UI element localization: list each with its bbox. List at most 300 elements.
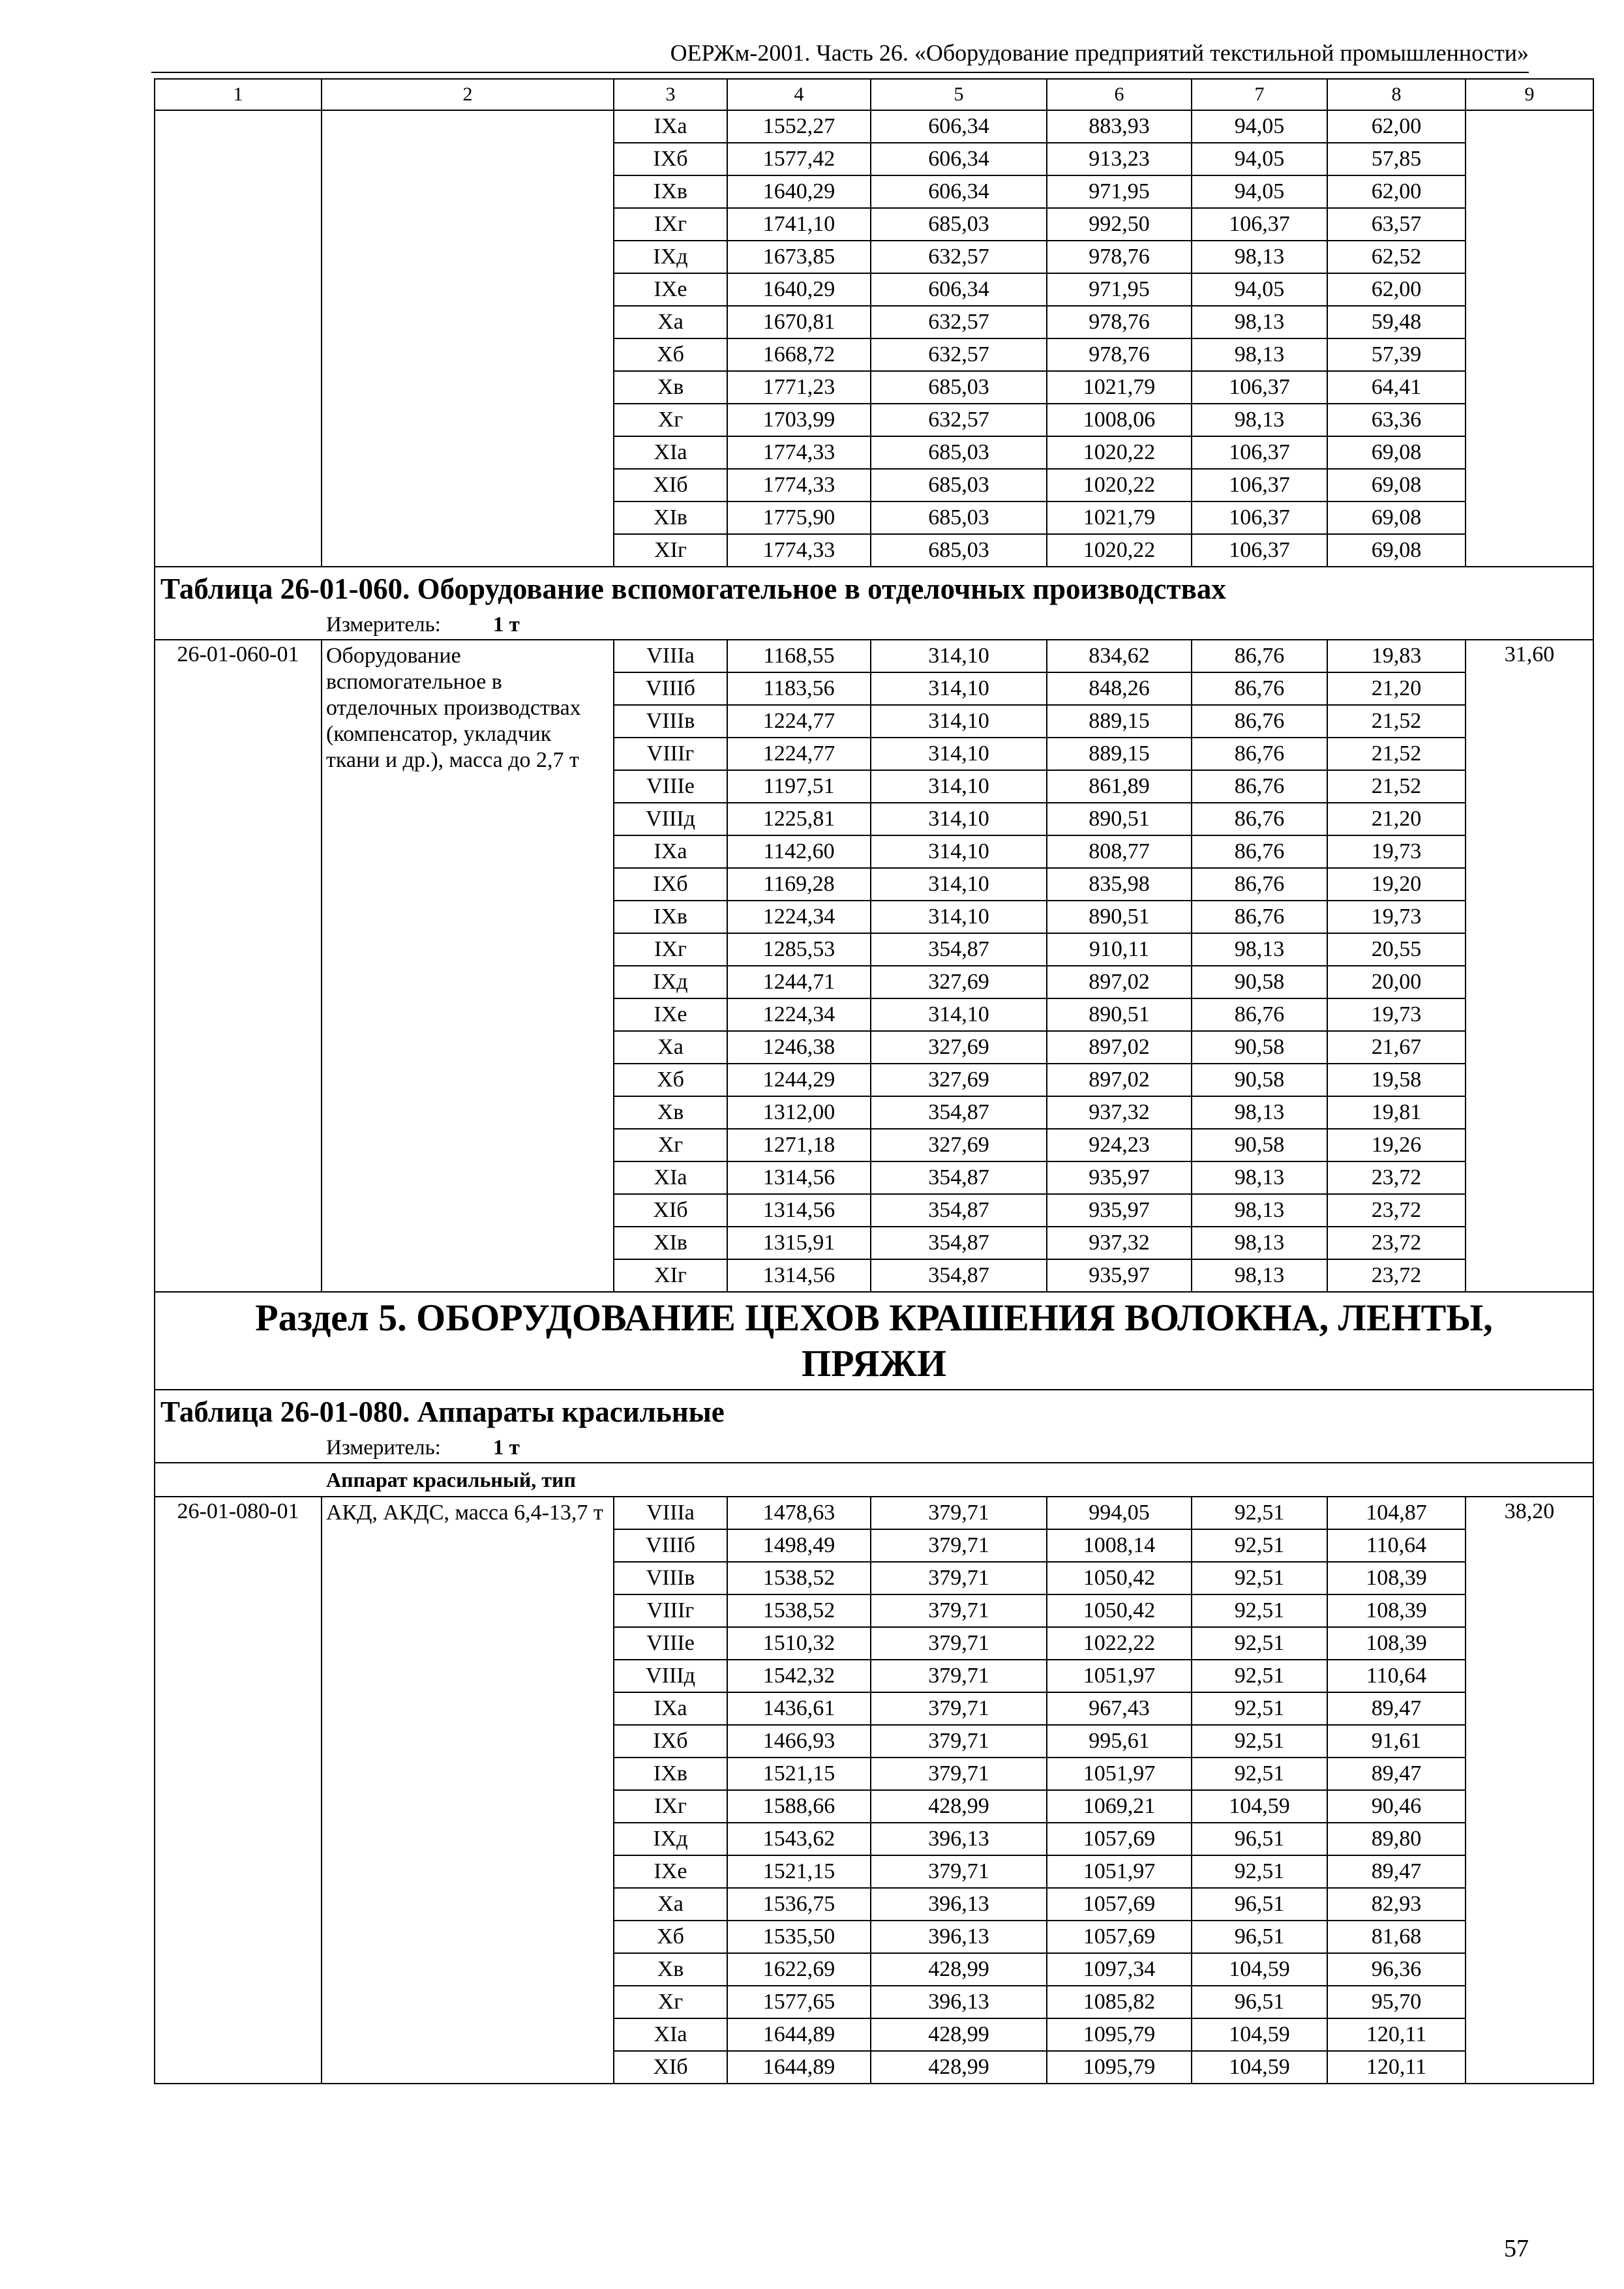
equipment-cost-cell: 848,26 <box>1047 672 1192 705</box>
wages-cell: 685,03 <box>871 534 1047 567</box>
materials-cell: 110,64 <box>1327 1529 1466 1562</box>
column-number: 7 <box>1192 79 1327 110</box>
wages-cell: 632,57 <box>871 338 1047 371</box>
equipment-cost-cell: 924,23 <box>1047 1129 1192 1161</box>
equipment-cost-cell: 994,05 <box>1047 1497 1192 1529</box>
region-cell: XIг <box>614 534 727 567</box>
equipment-cost-cell: 967,43 <box>1047 1692 1192 1725</box>
region-cell: VIIIг <box>614 738 727 770</box>
machinist-wages-cell: 98,13 <box>1192 306 1327 338</box>
materials-cell: 20,55 <box>1327 933 1466 966</box>
total-cost-cell: 1538,52 <box>727 1594 871 1627</box>
equipment-cost-cell: 883,93 <box>1047 110 1192 143</box>
wages-cell: 396,13 <box>871 1986 1047 2018</box>
total-cost-cell: 1774,33 <box>727 469 871 501</box>
wages-cell: 428,99 <box>871 1953 1047 1986</box>
table-row <box>155 640 1593 672</box>
total-cost-cell: 1543,62 <box>727 1823 871 1855</box>
equipment-cost-cell: 1085,82 <box>1047 1986 1192 2018</box>
equipment-cost-cell: 1051,97 <box>1047 1660 1192 1692</box>
equipment-cost-cell: 835,98 <box>1047 868 1192 901</box>
machinist-wages-cell: 86,76 <box>1192 803 1327 835</box>
machinist-wages-cell: 86,76 <box>1192 672 1327 705</box>
col9-cell: 38,20 <box>1466 1497 1593 2084</box>
materials-cell: 19,73 <box>1327 901 1466 933</box>
region-cell: VIIIб <box>614 1529 727 1562</box>
equipment-cost-cell: 937,32 <box>1047 1096 1192 1129</box>
materials-cell: 82,93 <box>1327 1888 1466 1921</box>
total-cost-cell: 1552,27 <box>727 110 871 143</box>
region-cell: Xа <box>614 1888 727 1921</box>
machinist-wages-cell: 86,76 <box>1192 868 1327 901</box>
region-cell: XIг <box>614 1259 727 1292</box>
header-rule <box>151 72 1529 73</box>
equipment-cost-cell: 1020,22 <box>1047 534 1192 567</box>
total-cost-cell: 1224,77 <box>727 705 871 738</box>
wages-cell: 606,34 <box>871 273 1047 306</box>
machinist-wages-cell: 90,58 <box>1192 1031 1327 1064</box>
materials-cell: 23,72 <box>1327 1161 1466 1194</box>
total-cost-cell: 1774,33 <box>727 436 871 469</box>
wages-cell: 327,69 <box>871 1064 1047 1096</box>
total-cost-cell: 1535,50 <box>727 1921 871 1953</box>
region-cell: XIв <box>614 501 727 534</box>
equipment-cost-cell: 978,76 <box>1047 338 1192 371</box>
wages-cell: 379,71 <box>871 1562 1047 1594</box>
total-cost-cell: 1246,38 <box>727 1031 871 1064</box>
machinist-wages-cell: 92,51 <box>1192 1692 1327 1725</box>
total-cost-cell: 1577,42 <box>727 143 871 175</box>
equipment-cost-cell: 935,97 <box>1047 1161 1192 1194</box>
materials-cell: 21,20 <box>1327 803 1466 835</box>
total-cost-cell: 1498,49 <box>727 1529 871 1562</box>
equipment-cost-cell: 861,89 <box>1047 770 1192 803</box>
total-cost-cell: 1521,15 <box>727 1758 871 1790</box>
region-cell: Xа <box>614 1031 727 1064</box>
wages-cell: 632,57 <box>871 241 1047 273</box>
column-number: 2 <box>322 79 614 110</box>
wages-cell: 396,13 <box>871 1888 1047 1921</box>
region-cell: VIIIд <box>614 1660 727 1692</box>
region-cell: IXб <box>614 868 727 901</box>
wages-cell: 379,71 <box>871 1529 1047 1562</box>
total-cost-cell: 1577,65 <box>727 1986 871 2018</box>
machinist-wages-cell: 106,37 <box>1192 501 1327 534</box>
materials-cell: 20,00 <box>1327 966 1466 998</box>
machinist-wages-cell: 96,51 <box>1192 1986 1327 2018</box>
region-cell: XIб <box>614 469 727 501</box>
machinist-wages-cell: 92,51 <box>1192 1497 1327 1529</box>
machinist-wages-cell: 96,51 <box>1192 1921 1327 1953</box>
region-cell: IXв <box>614 901 727 933</box>
measure-value: 1 т <box>492 612 520 636</box>
materials-cell: 91,61 <box>1327 1725 1466 1758</box>
equipment-cost-cell: 1021,79 <box>1047 371 1192 404</box>
machinist-wages-cell: 86,76 <box>1192 998 1327 1031</box>
total-cost-cell: 1478,63 <box>727 1497 871 1529</box>
machinist-wages-cell: 92,51 <box>1192 1627 1327 1660</box>
table-title-row <box>155 567 1593 610</box>
table-row <box>155 1497 1593 1529</box>
code-cell: 26-01-080-01 <box>155 1497 322 2084</box>
column-number: 9 <box>1466 79 1593 110</box>
total-cost-cell: 1142,60 <box>727 835 871 868</box>
machinist-wages-cell: 104,59 <box>1192 2051 1327 2084</box>
total-cost-cell: 1668,72 <box>727 338 871 371</box>
total-cost-cell: 1244,71 <box>727 966 871 998</box>
total-cost-cell: 1224,34 <box>727 901 871 933</box>
materials-cell: 120,11 <box>1327 2018 1466 2051</box>
machinist-wages-cell: 98,13 <box>1192 404 1327 436</box>
equipment-cost-cell: 890,51 <box>1047 901 1192 933</box>
wages-cell: 379,71 <box>871 1725 1047 1758</box>
materials-cell: 95,70 <box>1327 1986 1466 2018</box>
materials-cell: 57,39 <box>1327 338 1466 371</box>
wages-cell: 428,99 <box>871 1790 1047 1823</box>
region-cell: XIа <box>614 1161 727 1194</box>
region-cell: IXв <box>614 175 727 208</box>
machinist-wages-cell: 86,76 <box>1192 640 1327 672</box>
total-cost-cell: 1314,56 <box>727 1194 871 1227</box>
total-cost-cell: 1314,56 <box>727 1259 871 1292</box>
materials-cell: 62,00 <box>1327 273 1466 306</box>
wages-cell: 606,34 <box>871 110 1047 143</box>
equipment-cost-cell: 1020,22 <box>1047 469 1192 501</box>
col9-cell: 31,60 <box>1466 640 1593 1292</box>
wages-cell: 379,71 <box>871 1758 1047 1790</box>
equipment-cost-cell: 1057,69 <box>1047 1888 1192 1921</box>
region-cell: IXб <box>614 143 727 175</box>
materials-cell: 62,00 <box>1327 175 1466 208</box>
wages-cell: 632,57 <box>871 306 1047 338</box>
machinist-wages-cell: 98,13 <box>1192 1259 1327 1292</box>
total-cost-cell: 1741,10 <box>727 208 871 241</box>
total-cost-cell: 1271,18 <box>727 1129 871 1161</box>
region-cell: Xб <box>614 338 727 371</box>
total-cost-cell: 1774,33 <box>727 534 871 567</box>
region-cell: IXг <box>614 933 727 966</box>
wages-cell: 354,87 <box>871 1096 1047 1129</box>
equipment-cost-cell: 913,23 <box>1047 143 1192 175</box>
total-cost-cell: 1244,29 <box>727 1064 871 1096</box>
wages-cell: 354,87 <box>871 1161 1047 1194</box>
materials-cell: 19,20 <box>1327 868 1466 901</box>
materials-cell: 90,46 <box>1327 1790 1466 1823</box>
materials-cell: 21,20 <box>1327 672 1466 705</box>
equipment-cost-cell: 897,02 <box>1047 1031 1192 1064</box>
column-numbers-row <box>155 79 1593 110</box>
total-cost-cell: 1771,23 <box>727 371 871 404</box>
equipment-cost-cell: 889,15 <box>1047 705 1192 738</box>
equipment-cost-cell: 1095,79 <box>1047 2018 1192 2051</box>
materials-cell: 89,47 <box>1327 1758 1466 1790</box>
region-cell: IXг <box>614 1790 727 1823</box>
machinist-wages-cell: 94,05 <box>1192 175 1327 208</box>
machinist-wages-cell: 92,51 <box>1192 1725 1327 1758</box>
materials-cell: 104,87 <box>1327 1497 1466 1529</box>
equipment-cost-cell: 1057,69 <box>1047 1921 1192 1953</box>
region-cell: IXд <box>614 966 727 998</box>
table-body <box>155 79 1593 2084</box>
wages-cell: 428,99 <box>871 2051 1047 2084</box>
region-cell: Xв <box>614 1953 727 1986</box>
materials-cell: 89,47 <box>1327 1855 1466 1888</box>
machinist-wages-cell: 90,58 <box>1192 966 1327 998</box>
total-cost-cell: 1168,55 <box>727 640 871 672</box>
region-cell: IXд <box>614 241 727 273</box>
machinist-wages-cell: 104,59 <box>1192 1953 1327 1986</box>
machinist-wages-cell: 86,76 <box>1192 901 1327 933</box>
wages-cell: 354,87 <box>871 1259 1047 1292</box>
materials-cell: 89,47 <box>1327 1692 1466 1725</box>
code-cell: 26-01-060-01 <box>155 640 322 1292</box>
region-cell: IXе <box>614 998 727 1031</box>
materials-cell: 108,39 <box>1327 1594 1466 1627</box>
measure-label: Измеритель: <box>326 612 441 636</box>
materials-cell: 59,48 <box>1327 306 1466 338</box>
materials-cell: 21,52 <box>1327 738 1466 770</box>
region-cell: VIIIв <box>614 705 727 738</box>
equipment-cost-cell: 995,61 <box>1047 1725 1192 1758</box>
wages-cell: 379,71 <box>871 1692 1047 1725</box>
machinist-wages-cell: 90,58 <box>1192 1064 1327 1096</box>
column-number: 5 <box>871 79 1047 110</box>
wages-cell: 379,71 <box>871 1855 1047 1888</box>
equipment-cost-cell: 834,62 <box>1047 640 1192 672</box>
machinist-wages-cell: 92,51 <box>1192 1562 1327 1594</box>
materials-cell: 64,41 <box>1327 371 1466 404</box>
materials-cell: 110,64 <box>1327 1660 1466 1692</box>
wages-cell: 314,10 <box>871 868 1047 901</box>
measure-row <box>155 1433 1593 1463</box>
wages-cell: 314,10 <box>871 672 1047 705</box>
equipment-cost-cell: 890,51 <box>1047 803 1192 835</box>
wages-cell: 632,57 <box>871 404 1047 436</box>
wages-cell: 685,03 <box>871 208 1047 241</box>
materials-cell: 57,85 <box>1327 143 1466 175</box>
materials-cell: 63,57 <box>1327 208 1466 241</box>
wages-cell: 685,03 <box>871 371 1047 404</box>
total-cost-cell: 1588,66 <box>727 1790 871 1823</box>
materials-cell: 19,83 <box>1327 640 1466 672</box>
region-cell: VIIIв <box>614 1562 727 1594</box>
measure-row <box>155 610 1593 640</box>
materials-cell: 23,72 <box>1327 1259 1466 1292</box>
equipment-cost-cell: 1021,79 <box>1047 501 1192 534</box>
machinist-wages-cell: 106,37 <box>1192 371 1327 404</box>
materials-cell: 81,68 <box>1327 1921 1466 1953</box>
region-cell: IXа <box>614 835 727 868</box>
wages-cell: 606,34 <box>871 143 1047 175</box>
wages-cell: 428,99 <box>871 2018 1047 2051</box>
materials-cell: 69,08 <box>1327 501 1466 534</box>
col9-cell <box>1466 110 1593 567</box>
materials-cell: 23,72 <box>1327 1227 1466 1259</box>
materials-cell: 108,39 <box>1327 1627 1466 1660</box>
column-number: 4 <box>727 79 871 110</box>
total-cost-cell: 1169,28 <box>727 868 871 901</box>
materials-cell: 69,08 <box>1327 534 1466 567</box>
wages-cell: 314,10 <box>871 901 1047 933</box>
wages-cell: 379,71 <box>871 1660 1047 1692</box>
total-cost-cell: 1197,51 <box>727 770 871 803</box>
region-cell: IXд <box>614 1823 727 1855</box>
materials-cell: 69,08 <box>1327 469 1466 501</box>
region-cell: VIIIб <box>614 672 727 705</box>
wages-cell: 396,13 <box>871 1921 1047 1953</box>
materials-cell: 62,52 <box>1327 241 1466 273</box>
region-cell: XIб <box>614 1194 727 1227</box>
column-number: 1 <box>155 79 322 110</box>
name-cell: Оборудование вспомогательное в отделочных производствах (компенсатор, укладчик ткани и др.), масса до 2,7 т <box>322 640 614 1292</box>
equipment-cost-cell: 935,97 <box>1047 1194 1192 1227</box>
materials-cell: 62,00 <box>1327 110 1466 143</box>
wages-cell: 314,10 <box>871 770 1047 803</box>
materials-cell: 19,26 <box>1327 1129 1466 1161</box>
equipment-cost-cell: 910,11 <box>1047 933 1192 966</box>
total-cost-cell: 1536,75 <box>727 1888 871 1921</box>
region-cell: IXе <box>614 273 727 306</box>
total-cost-cell: 1640,29 <box>727 175 871 208</box>
machinist-wages-cell: 92,51 <box>1192 1660 1327 1692</box>
machinist-wages-cell: 94,05 <box>1192 273 1327 306</box>
wages-cell: 314,10 <box>871 705 1047 738</box>
table-title-row <box>155 1390 1593 1433</box>
equipment-cost-cell: 978,76 <box>1047 306 1192 338</box>
materials-cell: 23,72 <box>1327 1194 1466 1227</box>
total-cost-cell: 1703,99 <box>727 404 871 436</box>
total-cost-cell: 1644,89 <box>727 2018 871 2051</box>
measure-label: Измеритель: <box>326 1435 441 1459</box>
materials-cell: 108,39 <box>1327 1562 1466 1594</box>
total-cost-cell: 1315,91 <box>727 1227 871 1259</box>
materials-cell: 96,36 <box>1327 1953 1466 1986</box>
machinist-wages-cell: 98,13 <box>1192 1194 1327 1227</box>
machinist-wages-cell: 90,58 <box>1192 1129 1327 1161</box>
wages-cell: 354,87 <box>871 1227 1047 1259</box>
machinist-wages-cell: 98,13 <box>1192 338 1327 371</box>
equipment-cost-cell: 1051,97 <box>1047 1855 1192 1888</box>
region-cell: XIа <box>614 2018 727 2051</box>
materials-cell: 19,58 <box>1327 1064 1466 1096</box>
machinist-wages-cell: 106,37 <box>1192 208 1327 241</box>
total-cost-cell: 1670,81 <box>727 306 871 338</box>
wages-cell: 606,34 <box>871 175 1047 208</box>
machinist-wages-cell: 98,13 <box>1192 241 1327 273</box>
equipment-cost-cell: 1008,06 <box>1047 404 1192 436</box>
price-table <box>154 78 1594 2084</box>
region-cell: VIIIг <box>614 1594 727 1627</box>
wages-cell: 354,87 <box>871 933 1047 966</box>
page-header: ОЕРЖм-2001. Часть 26. «Оборудование предприятий текстильной промышленности» <box>670 40 1529 66</box>
wages-cell: 685,03 <box>871 501 1047 534</box>
total-cost-cell: 1312,00 <box>727 1096 871 1129</box>
wages-cell: 354,87 <box>871 1194 1047 1227</box>
machinist-wages-cell: 86,76 <box>1192 738 1327 770</box>
region-cell: IXа <box>614 110 727 143</box>
equipment-cost-cell: 935,97 <box>1047 1259 1192 1292</box>
name-cell <box>322 110 614 567</box>
wages-cell: 314,10 <box>871 998 1047 1031</box>
table-row <box>155 110 1593 143</box>
equipment-cost-cell: 1095,79 <box>1047 2051 1192 2084</box>
machinist-wages-cell: 98,13 <box>1192 1227 1327 1259</box>
materials-cell: 21,67 <box>1327 1031 1466 1064</box>
equipment-cost-cell: 978,76 <box>1047 241 1192 273</box>
total-cost-cell: 1622,69 <box>727 1953 871 1986</box>
region-cell: Xб <box>614 1921 727 1953</box>
section-title: Раздел 5. ОБОРУДОВАНИЕ ЦЕХОВ КРАШЕНИЯ ВОЛОКНА, ЛЕНТЫ, ПРЯЖИ <box>155 1292 1593 1390</box>
region-cell: VIIIа <box>614 1497 727 1529</box>
equipment-cost-cell: 937,32 <box>1047 1227 1192 1259</box>
region-cell: Xб <box>614 1064 727 1096</box>
wages-cell: 314,10 <box>871 738 1047 770</box>
column-number: 6 <box>1047 79 1192 110</box>
total-cost-cell: 1538,52 <box>727 1562 871 1594</box>
total-cost-cell: 1285,53 <box>727 933 871 966</box>
equipment-cost-cell: 1097,34 <box>1047 1953 1192 1986</box>
column-number: 3 <box>614 79 727 110</box>
equipment-cost-cell: 1057,69 <box>1047 1823 1192 1855</box>
wages-cell: 314,10 <box>871 640 1047 672</box>
region-cell: Xг <box>614 1129 727 1161</box>
equipment-cost-cell: 1050,42 <box>1047 1594 1192 1627</box>
machinist-wages-cell: 106,37 <box>1192 436 1327 469</box>
equipment-cost-cell: 1050,42 <box>1047 1562 1192 1594</box>
machinist-wages-cell: 98,13 <box>1192 1096 1327 1129</box>
machinist-wages-cell: 86,76 <box>1192 770 1327 803</box>
equipment-cost-cell: 1020,22 <box>1047 436 1192 469</box>
column-number: 8 <box>1327 79 1466 110</box>
region-cell: Xг <box>614 1986 727 2018</box>
machinist-wages-cell: 98,13 <box>1192 1161 1327 1194</box>
total-cost-cell: 1521,15 <box>727 1855 871 1888</box>
subheading: Аппарат красильный, тип <box>155 1463 1593 1497</box>
wages-cell: 685,03 <box>871 469 1047 501</box>
subheading-row <box>155 1463 1593 1497</box>
total-cost-cell: 1510,32 <box>727 1627 871 1660</box>
total-cost-cell: 1183,56 <box>727 672 871 705</box>
region-cell: VIIIа <box>614 640 727 672</box>
machinist-wages-cell: 86,76 <box>1192 835 1327 868</box>
machinist-wages-cell: 96,51 <box>1192 1888 1327 1921</box>
region-cell: VIIIд <box>614 803 727 835</box>
total-cost-cell: 1640,29 <box>727 273 871 306</box>
equipment-cost-cell: 808,77 <box>1047 835 1192 868</box>
name-cell: АКД, АКДС, масса 6,4-13,7 т <box>322 1497 614 2084</box>
equipment-cost-cell: 1022,22 <box>1047 1627 1192 1660</box>
total-cost-cell: 1466,93 <box>727 1725 871 1758</box>
total-cost-cell: 1314,56 <box>727 1161 871 1194</box>
total-cost-cell: 1225,81 <box>727 803 871 835</box>
wages-cell: 379,71 <box>871 1497 1047 1529</box>
region-cell: IXб <box>614 1725 727 1758</box>
region-cell: IXв <box>614 1758 727 1790</box>
region-cell: IXа <box>614 1692 727 1725</box>
total-cost-cell: 1775,90 <box>727 501 871 534</box>
region-cell: IXг <box>614 208 727 241</box>
machinist-wages-cell: 96,51 <box>1192 1823 1327 1855</box>
total-cost-cell: 1224,77 <box>727 738 871 770</box>
total-cost-cell: 1224,34 <box>727 998 871 1031</box>
materials-cell: 19,73 <box>1327 835 1466 868</box>
wages-cell: 379,71 <box>871 1594 1047 1627</box>
wages-cell: 379,71 <box>871 1627 1047 1660</box>
equipment-cost-cell: 971,95 <box>1047 273 1192 306</box>
machinist-wages-cell: 106,37 <box>1192 469 1327 501</box>
equipment-cost-cell: 971,95 <box>1047 175 1192 208</box>
machinist-wages-cell: 94,05 <box>1192 143 1327 175</box>
